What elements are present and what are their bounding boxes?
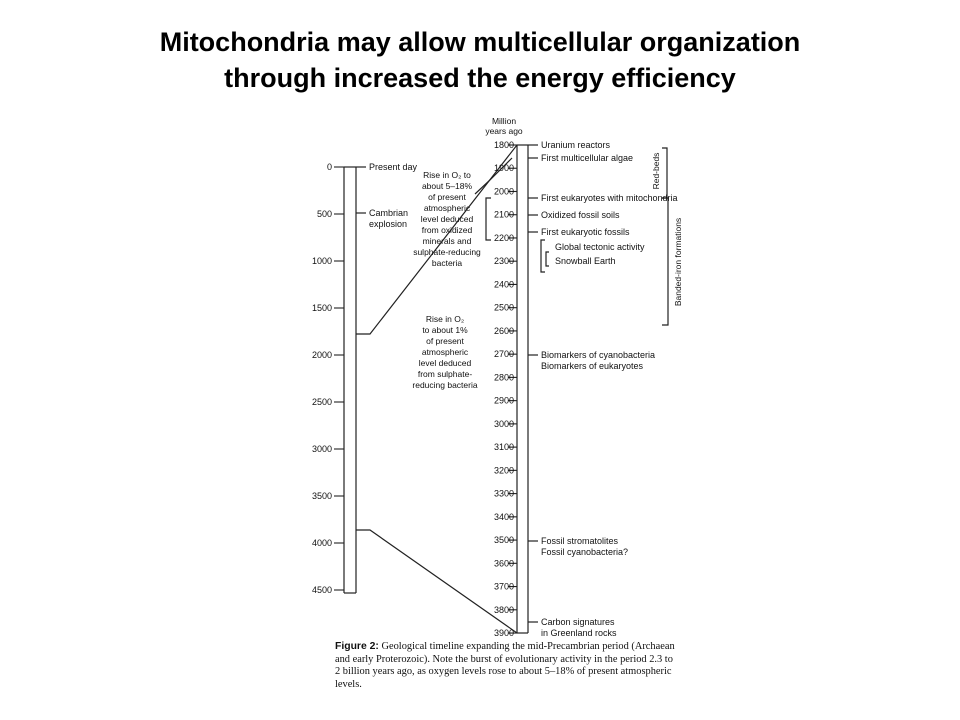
right-tick-label: 3100: [493, 442, 514, 453]
right-tick-label: 3900: [493, 628, 514, 639]
right-axis-ticks: [494, 140, 517, 638]
event-fossil-stromatolites: Fossil stromatolites: [541, 536, 619, 546]
expansion-line-bottom: [356, 530, 517, 633]
right-tick-label: 1800: [493, 140, 514, 150]
annotation-line: atmospheric: [423, 203, 471, 213]
annotation-line: Rise in O₂ to: [423, 170, 471, 180]
brace-tectonic: [541, 240, 545, 272]
right-tick-label: 3200: [493, 465, 514, 476]
annotation-lower-oxygen-rise: [412, 314, 477, 390]
annotation-line: to about 1%: [422, 325, 468, 335]
right-tick-label: 3800: [493, 604, 514, 615]
right-tick-label: 2000: [493, 186, 514, 197]
title-line-1: Mitochondria may allow multicellular organization: [159, 27, 801, 57]
left-tick-label: 2000: [311, 350, 332, 360]
right-tick-label: 3000: [493, 418, 514, 429]
event-carbon-signatures-line-2: in Greenland rocks: [541, 628, 617, 638]
right-tick-label: 1900: [493, 163, 514, 174]
left-tick-label: 2500: [311, 397, 332, 407]
right-tick-label: 2400: [493, 279, 514, 290]
event-multicellular-algae: First multicellular algae: [541, 153, 634, 163]
annotation-line: atmospheric: [421, 347, 469, 357]
annotation-line: about 5–18%: [421, 181, 473, 191]
annotation-line: from oxidized: [421, 225, 473, 235]
bracket-banded-iron: [662, 198, 668, 325]
event-global-tectonic: Global tectonic activity: [555, 242, 645, 252]
event-present-day: Present day: [369, 162, 418, 172]
annotation-line: from sulphate-: [417, 369, 473, 379]
left-tick-label: 500: [316, 209, 332, 219]
annotation-line: Rise in O₂: [425, 314, 465, 324]
annotation-line: level deduced: [420, 214, 474, 224]
label-red-beds: Red-beds: [651, 152, 661, 190]
event-cambrian-line-1: Cambrian: [369, 208, 409, 218]
annotation-line: of present: [426, 336, 464, 346]
left-tick-label: 4000: [311, 538, 332, 548]
right-tick-label: 2800: [493, 372, 514, 383]
annotation-upper-oxygen-rise: [413, 170, 481, 268]
bracket-red-beds: [662, 148, 667, 198]
left-tick-label: 0: [326, 162, 332, 172]
right-tick-label: 3500: [493, 535, 514, 546]
bracket-upper-annotation: [486, 198, 491, 240]
right-tick-label: 3400: [493, 511, 514, 522]
left-tick-label: 1000: [311, 256, 332, 266]
event-carbon-signatures-line-1: Carbon signatures: [541, 617, 615, 627]
event-oxidized-fossil-soils: Oxidized fossil soils: [541, 210, 620, 220]
event-fossil-cyanobacteria: Fossil cyanobacteria?: [541, 547, 629, 557]
right-axis-header-line-1: Million: [491, 116, 517, 126]
title-line-2: through increased the energy efficiency: [224, 63, 736, 93]
event-biomarkers-cyanobacteria: Biomarkers of cyanobacteria: [541, 350, 656, 360]
event-uranium-reactors: Uranium reactors: [541, 140, 611, 150]
right-tick-label: 3300: [493, 488, 514, 499]
figure-caption: [335, 641, 675, 691]
caption-text: Geological timeline expanding the mid-Precambrian period (Archaean and early Proterozoic). Note the burst of evolutionary activity in the period 2.3 to 2 billion years ago, as oxygen levels rose to about 5–18% of present atmospheric levels.: [335, 641, 675, 690]
left-tick-label: 3000: [311, 444, 332, 454]
annotation-line: reducing bacteria: [412, 380, 478, 390]
annotation-line: sulphate-reducing: [413, 247, 481, 257]
annotation-line: of present: [428, 192, 466, 202]
event-biomarkers-eukaryotes: Biomarkers of eukaryotes: [541, 361, 644, 371]
left-tick-label: 3500: [311, 491, 332, 501]
right-tick-label: 2500: [493, 302, 514, 313]
right-tick-label: 2200: [493, 232, 514, 243]
label-banded-iron: Banded-iron formations: [673, 217, 683, 307]
left-tick-label: 1500: [311, 303, 332, 313]
event-eukaryotes-mitochondria: First eukaryotes with mitochondria: [541, 193, 678, 203]
right-tick-label: 2900: [493, 395, 514, 406]
right-tick-label: 3700: [493, 581, 514, 592]
right-tick-label: 2300: [493, 256, 514, 267]
event-eukaryotic-fossils: First eukaryotic fossils: [541, 227, 630, 237]
right-tick-label: 2600: [493, 325, 514, 336]
right-tick-label: 2700: [493, 349, 514, 360]
annotation-line: bacteria: [431, 258, 463, 268]
right-axis-header-line-2: years ago: [485, 126, 523, 136]
brace-snowball: [546, 252, 549, 266]
left-axis-ticks: [312, 162, 344, 595]
right-tick-label: 3600: [493, 558, 514, 569]
event-cambrian-line-2: explosion: [369, 219, 408, 229]
right-tick-label: 2100: [493, 209, 514, 220]
annotation-line: minerals and: [422, 236, 472, 246]
annotation-line: level deduced: [418, 358, 472, 368]
event-snowball-earth: Snowball Earth: [555, 256, 616, 266]
left-tick-label: 4500: [311, 585, 332, 595]
caption-label: Figure 2:: [335, 641, 379, 652]
